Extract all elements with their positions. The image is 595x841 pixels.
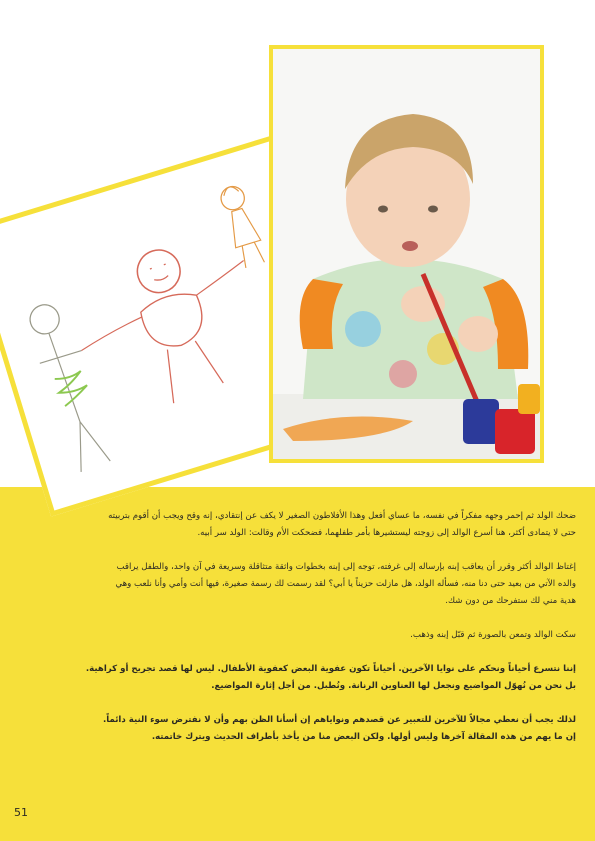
paragraph-1-line-1: ضحك الولد ثم إحمر وجهه مفكراً في نفسه، ما عساي أفعل وهذا الأفلاطون الصغير لا يكف عن إنتقادي، إنه وقح ويجب أن أقوم بتربيته	[108, 511, 576, 521]
bold-paragraph-2-line-2: إن ما يهم من هذه المقالة آخرها وليس أولها. ولكن البعض منا من يأخذ بأطراف الحديث ويترك خاتمته.	[151, 732, 576, 742]
bold-paragraph-1-line-1: إننا نتسرع أحياناً ونحكم على نوايا الآخرين. أحياناً تكون عفوية البعض كعفوية الأطفال. ليس لها قصد تجريح أو كراهية.	[85, 664, 576, 674]
paragraph-2-line-1: إغتاظ الوالد أكثر وقرر أن يعاقب إبنه بإرساله إلى غرفته، توجه إلى إبنه بخطوات واثقة متثاقلة وسريعة في آن واحد، والطفل يراقب	[116, 562, 576, 572]
page-number: 51	[14, 806, 28, 819]
bold-paragraph-2-line-1: لذلك يجب أن نعطي مجالاً للآخرين للتعبير عن قصدهم ونواياهم إن أسأنا الظن بهم وأن لا نفترض سوء النية دائماً.	[102, 715, 576, 725]
paragraph-1-line-2: حتى لا يتمادى أكثر، هنا أسرع الوالد إلى زوجته ليستشيرها بأمر طفلهما، فضحكت الأم وقالت: الولد سر أبيه.	[197, 528, 576, 538]
bold-paragraph-1-line-2: بل نحن من نُهوّل المواضيع ونجعل لها العناوين الرنانة. ونُطبل. من أجل إثارة المواضيع.	[211, 681, 576, 691]
child-painting-photo	[269, 45, 544, 463]
paragraph-2-line-2: والده الآتي من بعيد حتى دنا منه، فسأله الولد، هل مازلت حزيناً يا أبي؟ لقد رسمت لك رسمة صغيرة، فيها أنت وأمي وأنا نلعب وهي	[115, 579, 576, 589]
paragraph-2-line-3: هدية مني لك ستفرحك من دون شك.	[445, 596, 576, 606]
article-text	[20, 508, 576, 746]
paragraph-3-line-1: سكت الوالد وتمعن بالصورة ثم قبّل إبنه وذهب.	[410, 630, 576, 640]
